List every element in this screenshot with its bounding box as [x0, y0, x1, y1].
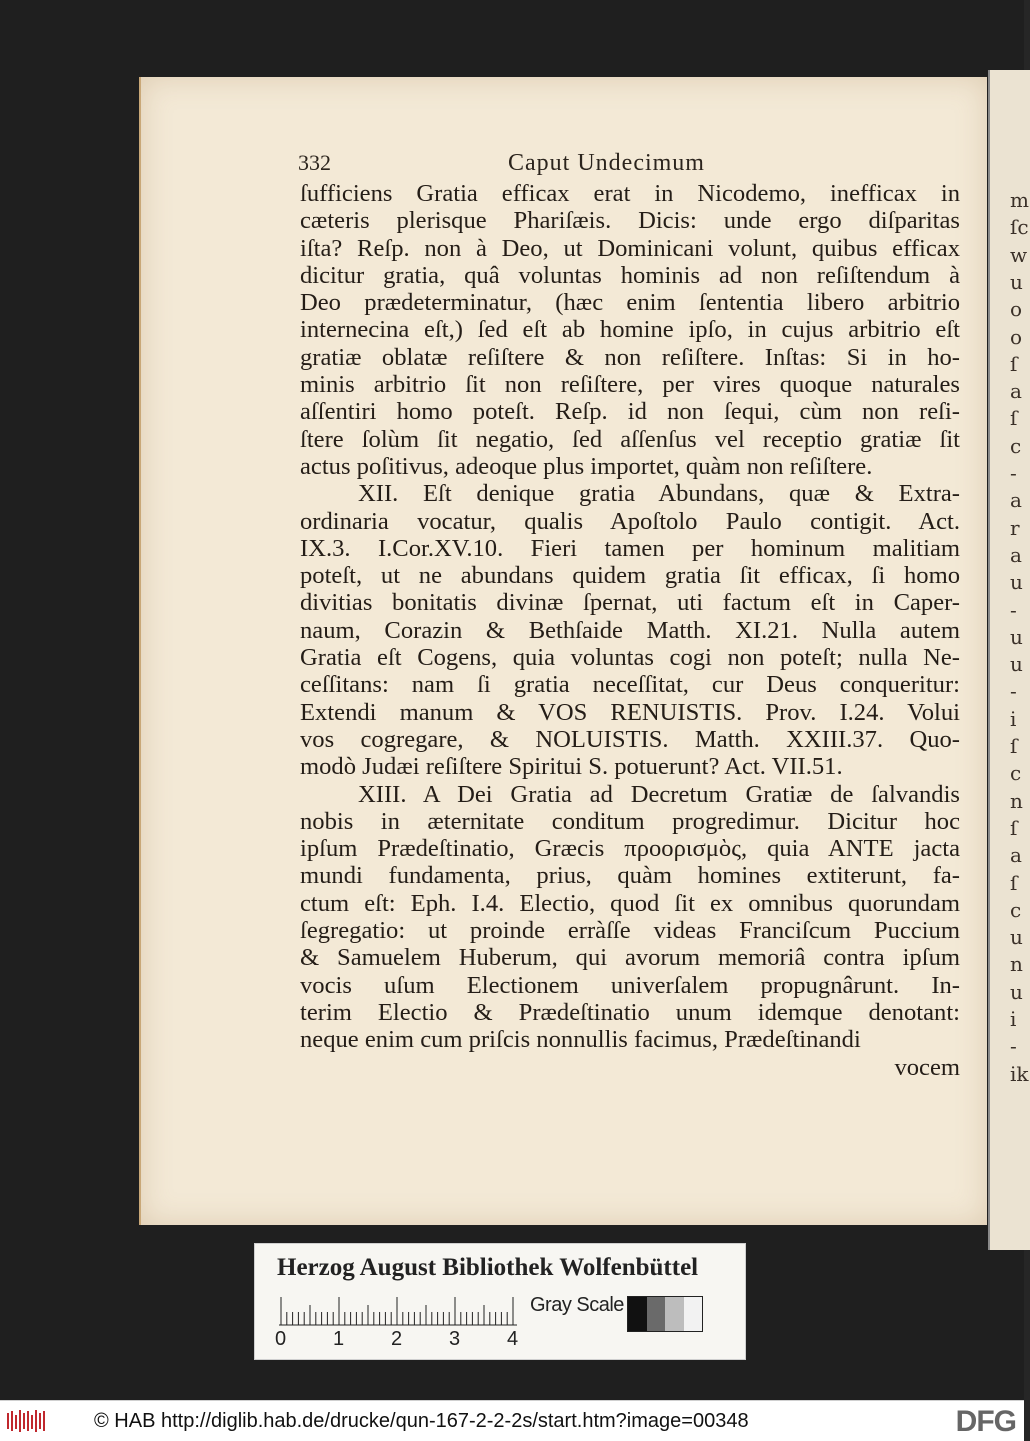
- text-line: modò Judæi reſiſtere Spiritui S. potuerunt? Act. VII.51.: [300, 753, 843, 781]
- text-line: Extendi manum & VOS RENUISTIS. Prov. I.24. Volui: [300, 698, 960, 726]
- text-line: & Samuelem Huberum, qui avorum memoriâ contra ipſum: [300, 944, 960, 972]
- text-line: actus poſitivus, adeoque plus importet, quàm non reſiſtere.: [300, 452, 873, 480]
- adjacent-page-fragment: u: [1010, 652, 1023, 677]
- page-number: 332: [298, 150, 331, 175]
- adjacent-page-fragment: -: [1010, 679, 1017, 704]
- text-line: dicitur gratia, quâ voluntas hominis ad non reſiſtendum à: [300, 261, 960, 289]
- hab-logo-icon: [6, 1409, 46, 1433]
- adjacent-page-fragment: u: [1010, 570, 1023, 595]
- text-line: gratiæ oblatæ reſiſtere & non reſiſtere. Inſtas: Si in ho-: [300, 343, 960, 371]
- adjacent-page-fragment: m: [1010, 188, 1029, 212]
- text-line: terim Electio & Prædeſtinatio unum idemque denotant:: [300, 998, 960, 1026]
- color-target-card: [254, 1243, 746, 1360]
- gray-swatch: [665, 1297, 684, 1331]
- text-line: nobis in æternitate conditum progredimur. Dicitur hoc: [300, 807, 960, 835]
- adjacent-page-fragment: ſ: [1010, 406, 1018, 431]
- adjacent-page-fragment: u: [1010, 925, 1023, 950]
- text-line: iſta? Reſp. non à Deo, ut Dominicani volunt, quibus efficax: [300, 234, 960, 262]
- adjacent-page-fragment: ſ: [1010, 815, 1018, 840]
- text-line: ſufficiens Gratia efficax erat in Nicodemo, inefficax in: [300, 180, 960, 207]
- text-line: mundi fundamenta, prius, quàm homines extiterunt, fa-: [300, 862, 960, 890]
- running-title: Caput Undecimum: [508, 150, 705, 176]
- text-line: ipſum Prædeſtinatio, Græcis προορισμὸς, quia ANTE jacta: [300, 835, 960, 863]
- adjacent-page-fragment: r: [1010, 515, 1020, 540]
- text-line: cæteris plerisque Phariſæis. Dicis: unde ergo diſparitas: [300, 207, 960, 235]
- text-line: IX.3. I.Cor.XV.10. Fieri tamen per hominum malitiam: [300, 534, 960, 562]
- text-line: ſegregatio: ut proinde erràſſe videas Franciſcum Puccium: [300, 917, 960, 945]
- adjacent-page-edge: [988, 70, 1030, 1250]
- adjacent-page-fragment: u: [1010, 269, 1023, 294]
- text-line: vos cogregare, & NOLUISTIS. Matth. XXIII.37. Quo-: [300, 725, 960, 753]
- text-line: minis arbitrio ſit non reſiſtere, per vires quoque naturales: [300, 371, 960, 399]
- gray-swatch: [628, 1297, 647, 1331]
- text-line: aſſentiri homo poteſt. Reſp. id non ſequi, cùm non reſi-: [300, 398, 960, 426]
- adjacent-page-fragment: i: [1010, 706, 1017, 731]
- text-line: XIII. A Dei Gratia ad Decretum Gratiæ de ſalvandis: [358, 780, 960, 808]
- text-line: vocem: [894, 1053, 960, 1081]
- ruler-label-2: 2: [391, 1328, 403, 1350]
- text-line: vocis uſum Electionem univerſalem propugnârunt. In-: [300, 971, 960, 999]
- ruler-label-1: 1: [333, 1328, 345, 1350]
- adjacent-page-fragment: c: [1010, 433, 1022, 458]
- adjacent-page-fragment: a: [1010, 843, 1022, 868]
- text-line: ceſſitans: nam ſi gratia neceſſitat, cur Deus conqueritur:: [300, 671, 960, 699]
- ruler-scale: [279, 1296, 517, 1326]
- adjacent-page-fragment: o: [1010, 324, 1023, 349]
- text-line: internecina eſt,) ſed eſt ab homine ipſo, in cujus arbitrio eſt: [300, 316, 960, 344]
- adjacent-page-fragment: c: [1010, 761, 1022, 786]
- text-line: naum, Corazin & Bethſaide Matth. XI.21. Nulla autem: [300, 616, 960, 644]
- text-line: divitias bonitatis divinæ ſpernat, uti factum eſt in Caper-: [300, 589, 960, 617]
- adjacent-page-fragment: ſ: [1010, 734, 1018, 758]
- ruler-label-3: 3: [449, 1328, 461, 1350]
- adjacent-page-fragment: c: [1010, 897, 1022, 922]
- text-line: ctum eſt: Eph. I.4. Electio, quod ſit ex omnibus quorundam: [300, 889, 960, 917]
- adjacent-page-fragment: -: [1010, 461, 1017, 485]
- gray-scale-label: Gray Scale: [530, 1294, 624, 1316]
- adjacent-page-fragment: u: [1010, 979, 1023, 1004]
- dfg-logo: DFG: [955, 1405, 1016, 1438]
- gray-swatch: [647, 1297, 666, 1331]
- adjacent-page-fragment: ik: [1010, 1061, 1029, 1086]
- ruler-label-4: 4: [507, 1328, 519, 1350]
- text-line: ordinaria vocatur, qualis Apoſtolo Paulo contigit. Act.: [300, 507, 960, 535]
- adjacent-page-fragment: a: [1010, 379, 1022, 404]
- page-body-text: [300, 180, 960, 1081]
- footer-bar: [0, 1400, 1024, 1441]
- text-line: poteſt, ut ne abundans quidem gratia ſit efficax, ſi homo: [300, 562, 960, 590]
- ruler-label-0: 0: [275, 1328, 287, 1350]
- gray-swatch: [684, 1297, 703, 1331]
- adjacent-page-fragment: w: [1010, 242, 1028, 267]
- adjacent-page-fragment: ſ: [1010, 351, 1018, 376]
- adjacent-page-fragment: a: [1010, 488, 1022, 513]
- adjacent-page-fragment: ſ: [1010, 870, 1018, 895]
- institution-name: Herzog August Bibliothek Wolfenbüttel: [277, 1254, 699, 1281]
- adjacent-page-fragment: -: [1010, 597, 1017, 622]
- adjacent-page-fragment: u: [1010, 624, 1023, 649]
- text-line: ſtere ſolùm ſit negatio, ſed aſſenſus vel receptio gratiæ ſit: [300, 425, 960, 453]
- copyright-url[interactable]: © HAB http://diglib.hab.de/drucke/qun-167-2-2-2s/start.htm?image=00348: [94, 1410, 749, 1432]
- gray-scale-swatches: [627, 1296, 703, 1332]
- text-line: neque enim cum priſcis nonnullis facimus, Prædeſtinandi: [300, 1026, 861, 1054]
- adjacent-page-fragment: i: [1010, 1007, 1017, 1031]
- adjacent-page-fragment: o: [1010, 297, 1023, 322]
- adjacent-page-fragment: a: [1010, 542, 1022, 567]
- text-line: XII. Eſt denique gratia Abundans, quæ & Extra-: [358, 480, 960, 508]
- text-line: Gratia eſt Cogens, quia voluntas cogi non poteſt; nulla Ne-: [300, 644, 960, 672]
- adjacent-page-fragment: n: [1010, 952, 1023, 977]
- adjacent-page-fragment: ſc: [1010, 215, 1029, 240]
- adjacent-page-fragment: n: [1010, 788, 1023, 813]
- adjacent-page-fragment: -: [1010, 1034, 1017, 1059]
- text-line: Deo prædeterminatur, (hæc enim ſententia libero arbitrio: [300, 289, 960, 317]
